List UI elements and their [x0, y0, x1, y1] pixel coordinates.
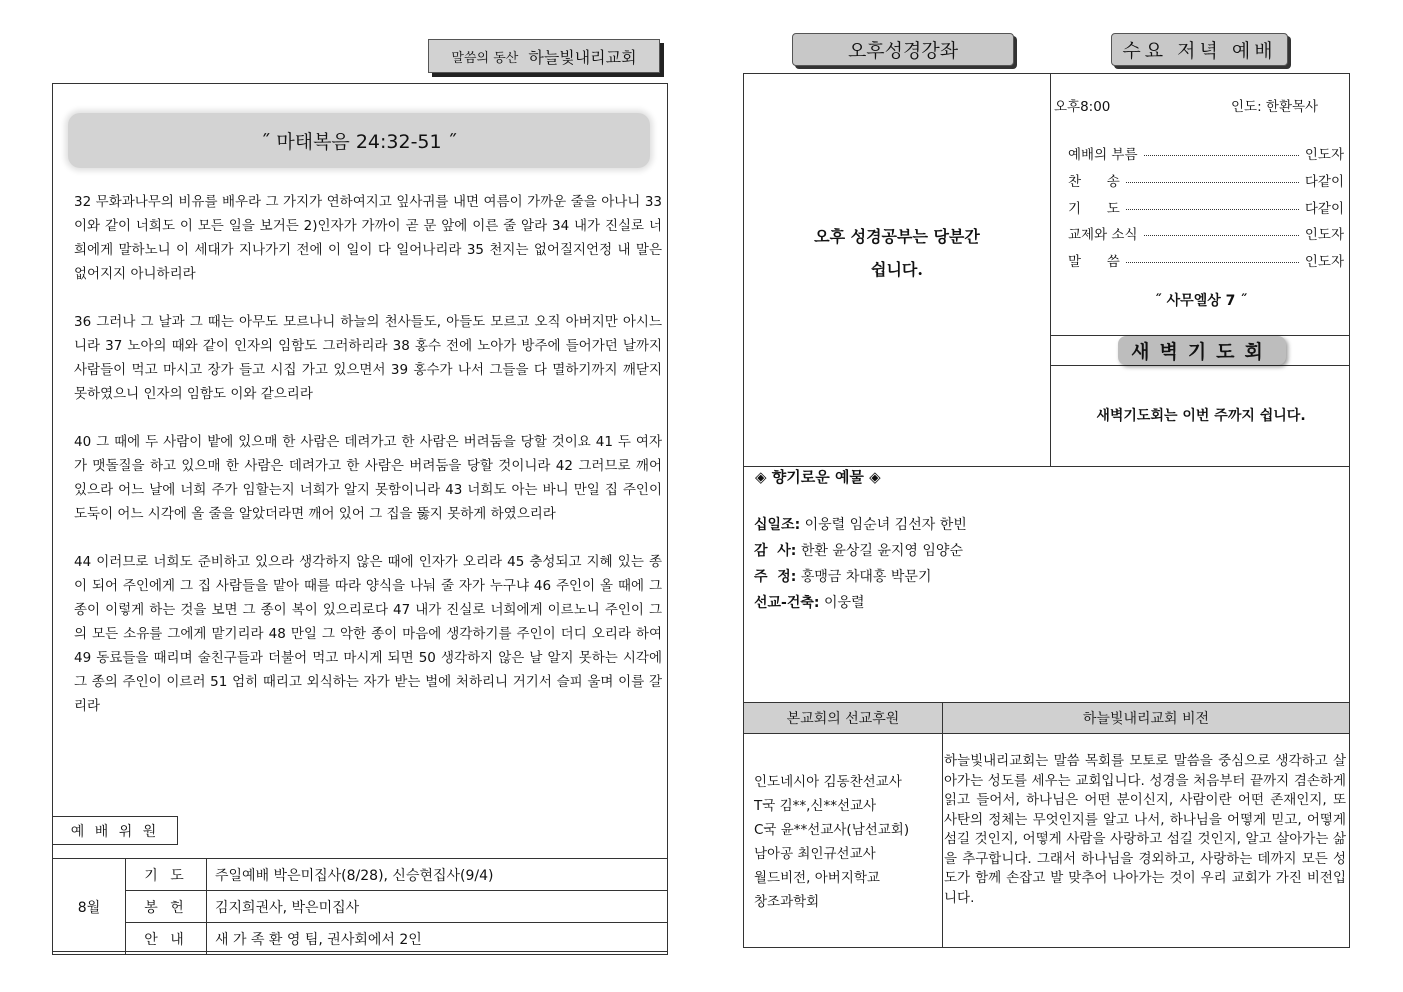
- order-who: 인도자: [1304, 254, 1344, 270]
- order-row: [1068, 249, 1344, 271]
- church-vision-header: 하늘빛내리교회 비전: [943, 703, 1349, 733]
- church-name-tag: [428, 39, 660, 73]
- afternoon-class-notice: [744, 220, 1050, 286]
- order-item: 기 도: [1068, 201, 1120, 217]
- scripture-text: [74, 190, 662, 742]
- order-row: [1068, 169, 1344, 191]
- table-row: [53, 859, 668, 891]
- order-who: 다같이: [1304, 174, 1344, 190]
- list-item: 월드비전, 아버지학교: [754, 870, 880, 886]
- scripture-paragraph: 40 그 때에 두 사람이 밭에 있으매 한 사람은 데려가고 한 사람은 버려둠을 당할 것이요 41 두 여자가 맷돌질을 하고 있으매 한 사람은 데려가고 한 사람은 버려둠을 당할 것이니라 42 그러므로 깨어 있으라 어느 날에 너희 주가 임할는지 너희가 알지 못함이니라 43 너희도 아는 바니 만일 집 주인이 도둑이 어느 시각에 올 줄을 알았더라면 깨어 있어 그 집을 뚫지 못하게 하였으리라: [74, 434, 662, 522]
- order-item: 찬 송: [1068, 174, 1120, 190]
- offering-names: 이웅렬 임순녀 김선자 한빈: [800, 517, 967, 533]
- staff-month: 8월: [53, 859, 126, 955]
- offering-label: 선교-건축:: [754, 595, 820, 611]
- offering-names: 이웅렬: [819, 595, 865, 611]
- list-item: T국 김**,신**선교사: [754, 798, 877, 814]
- mission-support-header: 본교회의 선교후원: [744, 703, 942, 733]
- staff-role: 기 도: [126, 859, 207, 891]
- list-item: 창조과학회: [754, 894, 820, 910]
- afternoon-bible-class-title: 오후성경강좌: [792, 33, 1014, 66]
- notice-line: 오후 성경공부는 당분간: [814, 227, 980, 246]
- order-row: [1068, 222, 1344, 244]
- scripture-paragraph: 32 무화과나무의 비유를 배우라 그 가지가 연하여지고 잎사귀를 내면 여름이 가까운 줄을 아나니 33 이와 같이 너희도 이 모든 일을 보거든 2)인자가 가까이 곧 문 앞에 이른 줄 알라 34 내가 진실로 너희에게 말하노니 이 세대가 지나가기 전에 이 일이 다 일어나리라 35 천지는 없어질지언정 내 말은 없어지지 아니하리라: [74, 194, 662, 282]
- offering-title: ◈ 향기로운 예물 ◈: [755, 468, 881, 486]
- order-who: 인도자: [1304, 147, 1344, 163]
- divider: [1050, 73, 1051, 466]
- offering-names: 한환 윤상길 윤지영 임양순: [796, 543, 963, 559]
- divider: [942, 702, 943, 948]
- scripture-paragraph: 44 이러므로 너희도 준비하고 있으라 생각하지 않은 때에 인자가 오리라 45 충성되고 지혜 있는 종이 되어 주인에게 그 집 사람들을 맡아 때를 따라 양식을 나눠 줄 자가 누구냐 46 주인이 올 때에 그 종이 이렇게 하는 것을 보면 그 종이 복이 있으리로다 47 내가 진실로 너희에게 이르노니 주인이 그의 모든 소유를 그에게 맡기리라 48 만일 그 악한 종이 마음에 생각하기를 주인이 더디 오리라 하여 49 동료들을 때리며 술친구들과 더불어 먹고 마시게 되면 50 생각하지 않은 날 알지 못하는 시각에 그 종의 주인이 이르러 51 엄히 때리고 외식하는 자가 받는 벌에 처하리니 거기서 슬피 울며 이를 갈리라: [74, 554, 662, 714]
- divider: [743, 733, 1350, 734]
- divider: [1050, 365, 1350, 366]
- passage-title: ˝ 마태복음 24:32-51 ˝: [68, 113, 650, 168]
- church-slogan: 말씀의 동산: [451, 50, 519, 66]
- table-row: [53, 891, 668, 923]
- offering-row: [754, 566, 931, 586]
- order-who: 인도자: [1304, 227, 1344, 243]
- order-item: 예배의 부름: [1068, 147, 1138, 163]
- staff-role: 봉 헌: [126, 891, 207, 923]
- sermon-title: ˝ 사무엘상 7 ˝: [1154, 293, 1248, 309]
- order-item: 교제와 소식: [1068, 227, 1138, 243]
- list-item: 남아공 최인규선교사: [754, 846, 876, 862]
- mission-list: [754, 770, 909, 914]
- list-item: 인도네시아 김동찬선교사: [754, 774, 902, 790]
- offering-row: [754, 540, 963, 560]
- leader-dots: [1126, 209, 1299, 210]
- leader-dots: [1144, 155, 1299, 156]
- order-row: [1068, 142, 1344, 164]
- service-leader: 인도: 한환목사: [1231, 99, 1319, 115]
- scripture-paragraph: 36 그러나 그 날과 그 때는 아무도 모르나니 하늘의 천사들도, 아들도 모르고 오직 아버지만 아시느니라 37 노아의 때와 같이 인자의 임함도 그러하리라 38 홍수 전에 노아가 방주에 들어가던 날까지 사람들이 먹고 마시고 장가 들고 시집 가고 있으면서 39 홍수가 나서 그들을 다 멸하기까지 깨닫지 못하였으니 인자의 임함도 이와 같으리라: [74, 314, 662, 402]
- order-who: 다같이: [1304, 201, 1344, 217]
- staff-role: 안 내: [126, 923, 207, 955]
- staff-names: 주일예배 박은미집사(8/28), 신승현집사(9/4): [207, 859, 668, 891]
- leader-dots: [1144, 235, 1299, 236]
- list-item: C국 윤**선교사(남선교회): [754, 822, 910, 838]
- dawn-prayer-title: 새벽기도회: [1118, 336, 1286, 365]
- service-time: 오후8:00: [1054, 99, 1111, 115]
- worship-staff-tab: 예 배 위 원: [52, 816, 178, 845]
- offering-label: 감 사:: [754, 543, 797, 559]
- church-name: 하늘빛내리교회: [528, 47, 637, 67]
- table-row: [53, 923, 668, 955]
- order-row: [1068, 196, 1344, 218]
- offering-row: [754, 514, 967, 534]
- leader-dots: [1126, 262, 1299, 263]
- church-vision-text: 하늘빛내리교회는 말씀 목회를 모토로 말씀을 중심으로 생각하고 살아가는 성도를 세우는 교회입니다. 성경을 처음부터 끝까지 겸손하게 읽고 들어서, 하나님은 어떤 분이신지, 사람이란 어떤 존재인지, 또 사탄의 정체는 무엇인지를 알고 나서, 하나님을 어떻게 믿고, 어떻게 섬길 것인지, 어떻게 사람을 사랑하고 섬길 것인지, 알고 살아가는 삶을 추구합니다. 그래서 하나님을 경외하고, 사랑하는 데까지 모든 성도가 함께 손잡고 발 맞추어 나아가는 것이 우리 교회가 가진 비전입니다.: [944, 753, 1346, 906]
- offering-label: 주 정:: [754, 569, 797, 585]
- leader-dots: [1126, 182, 1299, 183]
- offering-label: 십일조:: [754, 517, 801, 533]
- offering-names: 홍맹금 차대홍 박문기: [796, 569, 932, 585]
- order-item: 말 씀: [1068, 254, 1120, 270]
- staff-names: 김지희권사, 박은미집사: [207, 891, 668, 923]
- worship-staff-table: [52, 858, 668, 955]
- wednesday-service-title: 수요 저녁 예배: [1111, 33, 1288, 66]
- staff-names: 새 가 족 환 영 팀, 권사회에서 2인: [207, 923, 668, 955]
- dawn-prayer-notice: 새벽기도회는 이번 주까지 쉽니다.: [1096, 408, 1306, 424]
- offering-row: [754, 592, 865, 612]
- notice-line: 쉽니다.: [871, 260, 923, 279]
